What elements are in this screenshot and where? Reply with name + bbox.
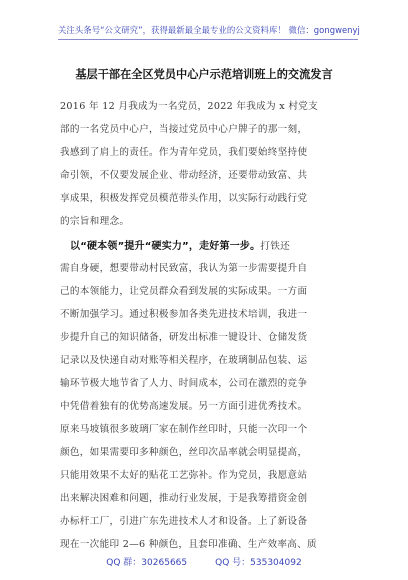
- paragraph-line: 出来解决困难和问题，推动行业发展，于是我筹措资金创: [60, 493, 308, 504]
- paragraph-line: 不断加强学习。通过积极参加各类先进技术培训，我进一: [60, 309, 308, 320]
- paragraph-line: 部的一名党员中心户，当接过党员中心户牌子的那一刻，: [60, 124, 308, 135]
- paragraph-line: 命引领，不仅要发展企业、带动经济，还要带动致富、共: [60, 170, 308, 181]
- paragraph-line: 步提升自己的知识储备，研发出标准一键设计、仓储发货: [60, 332, 308, 343]
- paragraph-line: 需自身硬，想要带动村民致富，我认为第一步需要提升自: [60, 263, 308, 274]
- header-divider: [58, 39, 358, 40]
- paragraph-line: 办标杆工厂，引进广东先进技术人才和设备。上了新设备: [60, 516, 308, 527]
- paragraph-line: 只能用效果不太好的贴花工艺弥补。作为党员，我愿意站: [60, 470, 308, 481]
- paragraph-line: 中凭借着独有的优势高速发展。另一方面引进优秀技术。: [60, 401, 308, 412]
- paragraph-line: 我感到了肩上的责任。作为青年党员，我们要始终坚持使: [60, 147, 308, 158]
- paragraph-line: 输环节极大地节省了人力、时间成本，公司在激烈的竞争: [60, 378, 308, 389]
- paragraph-line: 现在一次能印 2—6 种颜色，且套印准确、生产效率高、质: [60, 539, 317, 550]
- footer-qq-group: QQ 群：30265665: [106, 558, 188, 568]
- header-notice: 关注头条号“公文研究”，获得最新最全最专业的公文资料库！ 微信：gongwenyj: [58, 25, 360, 35]
- footer-contact: [0, 555, 408, 568]
- paragraph-line: 记录以及快递自动对账等相关程序，在玻璃制品包装、运: [60, 355, 308, 366]
- section-heading: 以“硬本领”提升“硬实力”，走好第一步。: [70, 241, 261, 252]
- section-heading-continuation: 打铁还: [260, 241, 290, 252]
- document-title: 基层干部在全区党员中心户示范培训班上的交流发言: [75, 68, 333, 81]
- paragraph-line: 己的本领能力，让党员群众看到发展的实际成果。一方面: [60, 286, 308, 297]
- paragraph-line: 颜色，如果需要印多种颜色，丝印次品率就会明显提高，: [60, 447, 308, 458]
- paragraph-line: 2016 年 12 月我成为一名党员，2022 年我成为 x 村党支: [60, 101, 319, 112]
- paragraph-line: 享成果，积极发挥党员模范带头作用，以实际行动践行党: [60, 193, 308, 204]
- paragraph-line: 原来马坡镇很多玻璃厂家在制作丝印时，只能一次印一个: [60, 424, 308, 435]
- paragraph-line: 的宗旨和理念。: [60, 216, 130, 227]
- section-heading-line: [70, 237, 366, 252]
- footer-qq-number: QQ 号：535304092: [215, 558, 302, 568]
